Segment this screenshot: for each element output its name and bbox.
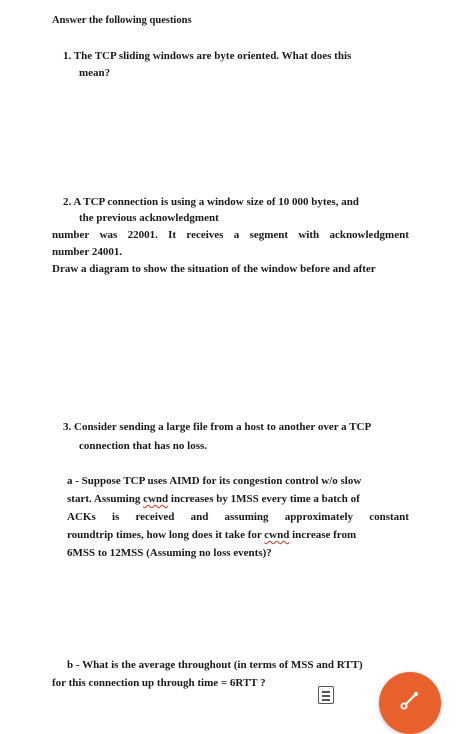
q3-line-2: connection that has no loss.: [79, 440, 208, 452]
page-heading: Answer the following questions: [52, 15, 192, 26]
edit-fab-button[interactable]: [379, 672, 441, 734]
q1-line-1: 1. The TCP sliding windows are byte oriented. What does this: [63, 50, 352, 62]
q1-line-2: mean?: [79, 67, 111, 79]
q3-line-1: 3. Consider sending a large file from a host to another over a TCP: [63, 421, 372, 433]
q2-line-1: 2. A TCP connection is using a window size of 10 000 bytes, and: [63, 196, 359, 208]
q3a-line-3: ACKs is received and assuming approximately constant: [67, 511, 409, 523]
cwnd-term: cwnd: [143, 493, 169, 505]
q2-line-4: number 24001.: [52, 246, 123, 258]
q3a-line-2: start. Assuming cwnd increases by 1MSS every time a batch of: [67, 493, 360, 505]
q3a-line-4: roundtrip times, how long does it take for cwnd increase from: [67, 529, 357, 541]
q3b-line-1: b - What is the average throughout (in terms of MSS and RTT): [67, 659, 363, 671]
edit-icon: [399, 690, 421, 712]
q2-line-2: the previous acknowledgment: [79, 212, 219, 224]
list-icon[interactable]: [318, 686, 334, 704]
q3b-line-2: for this connection up through time = 6RTT ?: [52, 677, 266, 689]
q3a-line-1: a - Suppose TCP uses AIMD for its congestion control w/o slow: [67, 475, 362, 487]
cwnd-term: cwnd: [264, 529, 290, 541]
q2-line-5: Draw a diagram to show the situation of the window before and after: [52, 263, 376, 275]
q3a-line-5: 6MSS to 12MSS (Assuming no loss events)?: [67, 547, 272, 559]
q2-line-3: number was 22001. It receives a segment with acknowledgment: [52, 229, 409, 241]
